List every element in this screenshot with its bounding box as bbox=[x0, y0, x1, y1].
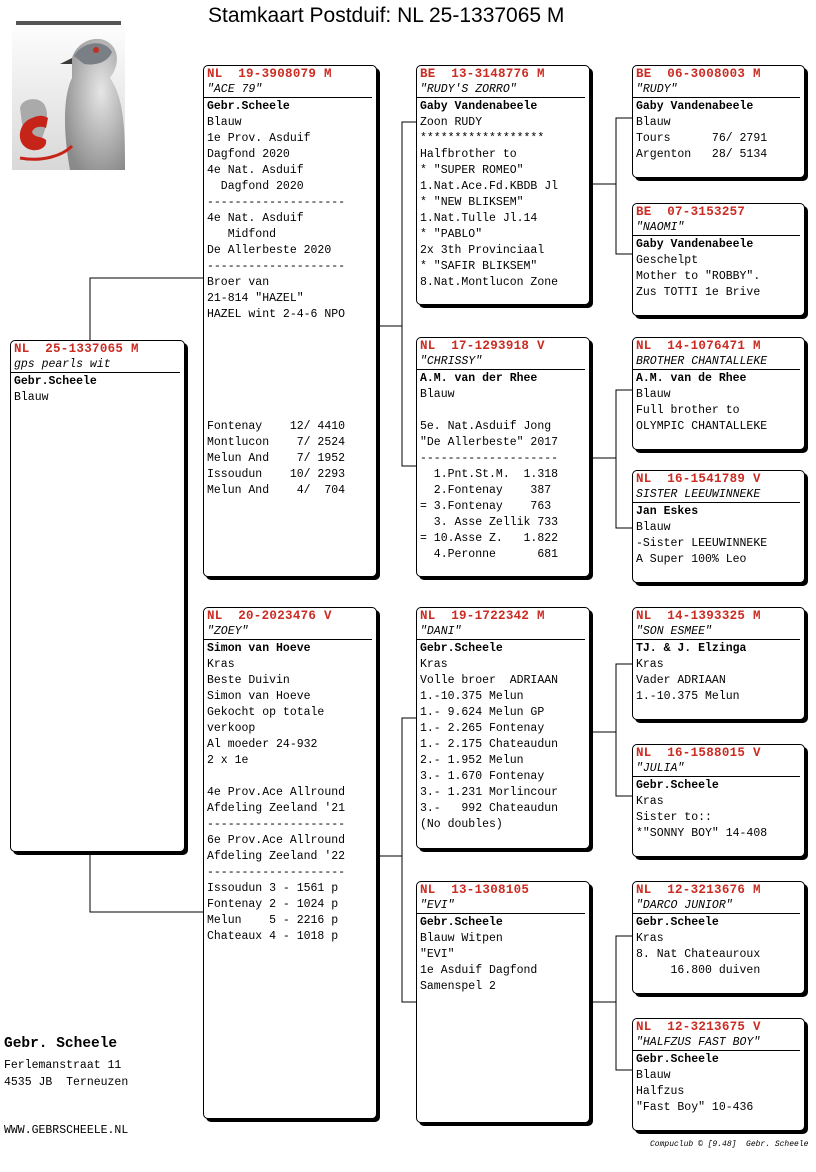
info-line: Blauw bbox=[636, 521, 671, 534]
pigeon-card-fff bbox=[632, 65, 805, 178]
info-line: Zoon RUDY bbox=[420, 116, 483, 129]
info-line: Sister to:: bbox=[636, 811, 712, 824]
pigeon-name: "DANI" bbox=[417, 624, 585, 640]
pigeon-name: "SON ESMEE" bbox=[633, 624, 800, 640]
info-line: De Allerbeste 2020 bbox=[207, 244, 332, 257]
breeder-name: Gebr.Scheele bbox=[636, 1053, 719, 1066]
info-line: Blauw bbox=[14, 391, 49, 404]
info-line: -------------------- bbox=[207, 260, 346, 273]
info-line bbox=[204, 769, 376, 785]
breeder-name: A.M. van der Rhee bbox=[420, 372, 538, 385]
ring-number: NL 14-1393325 M bbox=[636, 609, 761, 623]
info-line bbox=[204, 387, 376, 403]
info-line bbox=[204, 339, 376, 355]
pigeon-card-mmm bbox=[632, 1018, 805, 1131]
breeder-title: Gebr. Scheele bbox=[4, 1036, 118, 1052]
pigeon-name: "RUDY" bbox=[633, 82, 800, 98]
pigeon-name: "HALFZUS FAST BOY" bbox=[633, 1035, 800, 1051]
info-line: Volle broer ADRIAAN bbox=[420, 674, 559, 687]
breeder-name: Jan Eskes bbox=[636, 505, 699, 518]
breeder-name: Simon van Hoeve bbox=[207, 642, 311, 655]
info-line: Melun And 7/ 1952 bbox=[207, 452, 346, 465]
info-line: 8. Nat Chateauroux bbox=[636, 948, 761, 961]
info-line: 8.Nat.Montlucon Zone bbox=[420, 276, 559, 289]
info-line: 3. Asse Zellik 733 bbox=[420, 516, 559, 529]
info-line: 2.- 1.952 Melun bbox=[420, 754, 524, 767]
info-line: Mother to "ROBBY". bbox=[636, 270, 761, 283]
info-line: 1.-10.375 Melun bbox=[636, 690, 740, 703]
info-line: 3.- 1.231 Morlincour bbox=[420, 786, 559, 799]
ring-number: NL 19-1722342 M bbox=[420, 609, 545, 623]
pigeon-card-mfm bbox=[632, 744, 805, 857]
info-line: -Sister LEEUWINNEKE bbox=[636, 537, 768, 550]
info-line: 3.- 1.670 Fontenay bbox=[420, 770, 545, 783]
info-line: 5e. Nat.Asduif Jong bbox=[420, 420, 552, 433]
info-line: Issoudun 10/ 2293 bbox=[207, 468, 346, 481]
info-line: Gekocht op totale bbox=[207, 706, 325, 719]
info-line: Kras bbox=[207, 658, 235, 671]
info-line: 1e Asduif Dagfond bbox=[420, 964, 538, 977]
info-line: "De Allerbeste" 2017 bbox=[420, 436, 559, 449]
info-line: -------------------- bbox=[207, 818, 346, 831]
info-line: 1.Pnt.St.M. 1.318 bbox=[420, 468, 559, 481]
pigeon-card-mm bbox=[416, 881, 590, 1123]
breeder-city: 4535 JB Terneuzen bbox=[4, 1076, 129, 1089]
ring-number: BE 13-3148776 M bbox=[420, 67, 545, 81]
info-line: "EVI" bbox=[420, 948, 455, 961]
breeder-name: Gebr.Scheele bbox=[207, 100, 290, 113]
breeder-name: Gebr.Scheele bbox=[636, 779, 719, 792]
info-line: Beste Duivin bbox=[207, 674, 290, 687]
ring-number: NL 19-3908079 M bbox=[207, 67, 332, 81]
info-line bbox=[204, 403, 376, 419]
info-line bbox=[417, 403, 589, 419]
pigeon-name: SISTER LEEUWINNEKE bbox=[633, 487, 800, 503]
info-line: 2x 3th Provinciaal bbox=[420, 244, 545, 257]
ring-number: NL 13-1308105 bbox=[420, 883, 530, 897]
ring-number: NL 14-1076471 M bbox=[636, 339, 761, 353]
info-line: Halfbrother to bbox=[420, 148, 517, 161]
info-line: ****************** bbox=[420, 132, 545, 145]
breeder-name: Gebr.Scheele bbox=[14, 375, 97, 388]
pigeon-card-ffm bbox=[632, 203, 805, 316]
ring-number: NL 20-2023476 V bbox=[207, 609, 332, 623]
info-line: Afdeling Zeeland '21 bbox=[207, 802, 346, 815]
pigeon-name: "ZOEY" bbox=[204, 624, 372, 640]
info-line: Chateaux 4 - 1018 p bbox=[207, 930, 339, 943]
info-line: 16.800 duiven bbox=[636, 964, 761, 977]
info-line: Argenton 28/ 5134 bbox=[636, 148, 768, 161]
info-line: = 10.Asse Z. 1.822 bbox=[420, 532, 559, 545]
info-line: Melun 5 - 2216 p bbox=[207, 914, 339, 927]
info-line: Geschelpt bbox=[636, 254, 699, 267]
info-line: Simon van Hoeve bbox=[207, 690, 311, 703]
info-line: Blauw bbox=[207, 116, 242, 129]
info-line: verkoop bbox=[207, 722, 256, 735]
info-line: -------------------- bbox=[420, 452, 559, 465]
info-line: 3.- 992 Chateaudun bbox=[420, 802, 559, 815]
ring-number: BE 07-3153257 bbox=[636, 205, 746, 219]
info-line: 2.Fontenay 387 bbox=[420, 484, 552, 497]
info-line: Dagfond 2020 bbox=[207, 180, 304, 193]
info-line: Al moeder 24-932 bbox=[207, 738, 318, 751]
info-line: Issoudun 3 - 1561 p bbox=[207, 882, 339, 895]
pigeon-name: "DARCO JUNIOR" bbox=[633, 898, 800, 914]
info-line: A Super 100% Leo bbox=[636, 553, 747, 566]
info-line: 1.-10.375 Melun bbox=[420, 690, 524, 703]
pigeon-name: "NAOMI" bbox=[633, 220, 800, 236]
info-line: "Fast Boy" 10-436 bbox=[636, 1101, 754, 1114]
info-line bbox=[204, 371, 376, 387]
breeder-name: Gaby Vandenabeele bbox=[636, 100, 754, 113]
info-line: Tours 76/ 2791 bbox=[636, 132, 768, 145]
pigeon-card-fmm bbox=[632, 470, 805, 583]
info-line: Blauw bbox=[636, 388, 671, 401]
breeder-name: Gebr.Scheele bbox=[420, 916, 503, 929]
info-line: 2 x 1e bbox=[207, 754, 249, 767]
info-line: Kras bbox=[636, 932, 664, 945]
info-line: * "NEW BLIKSEM" bbox=[420, 196, 524, 209]
info-line: Vader ADRIAAN bbox=[636, 674, 726, 687]
info-line: 1.- 2.175 Chateaudun bbox=[420, 738, 559, 751]
info-line: (No doubles) bbox=[420, 818, 503, 831]
info-line: *"SONNY BOY" 14-408 bbox=[636, 827, 768, 840]
info-line: 4e Prov.Ace Allround bbox=[207, 786, 346, 799]
pigeon-name: "RUDY'S ZORRO" bbox=[417, 82, 585, 98]
info-line: 4e Nat. Asduif bbox=[207, 212, 304, 225]
info-line: * "PABLO" bbox=[420, 228, 483, 241]
info-line: OLYMPIC CHANTALLEKE bbox=[636, 420, 768, 433]
info-line: Blauw Witpen bbox=[420, 932, 503, 945]
pigeon-name: "JULIA" bbox=[633, 761, 800, 777]
info-line: Kras bbox=[636, 658, 664, 671]
info-line: Zus TOTTI 1e Brive bbox=[636, 286, 761, 299]
breeder-name: A.M. van de Rhee bbox=[636, 372, 747, 385]
pigeon-card-fm bbox=[416, 337, 590, 577]
pigeon-card-mmf bbox=[632, 881, 805, 994]
info-line: Samenspel 2 bbox=[420, 980, 496, 993]
info-line: Blauw bbox=[636, 116, 671, 129]
info-line: 1.- 2.265 Fontenay bbox=[420, 722, 545, 735]
info-line: -------------------- bbox=[207, 196, 346, 209]
pigeon-card-fmf bbox=[632, 337, 805, 450]
pigeon-card-father bbox=[203, 65, 377, 577]
info-line: 1e Prov. Asduif bbox=[207, 132, 311, 145]
info-line: 4e Nat. Asduif bbox=[207, 164, 304, 177]
info-line: * "SAFIR BLIKSEM" bbox=[420, 260, 538, 273]
info-line: Afdeling Zeeland '22 bbox=[207, 850, 346, 863]
page-title: Stamkaart Postduif: NL 25-1337065 M bbox=[208, 4, 565, 27]
info-line: Midfond bbox=[207, 228, 277, 241]
ring-number: NL 12-3213675 V bbox=[636, 1020, 761, 1034]
pigeon-card-mf bbox=[416, 607, 590, 849]
breeder-name: TJ. & J. Elzinga bbox=[636, 642, 747, 655]
breeder-name: Gaby Vandenabeele bbox=[420, 100, 538, 113]
pigeon-name: gps pearls wit bbox=[11, 357, 180, 373]
pigeon-name: "CHRISSY" bbox=[417, 354, 585, 370]
info-line: Kras bbox=[636, 795, 664, 808]
info-line: Blauw bbox=[420, 388, 455, 401]
info-line: Broer van bbox=[207, 276, 270, 289]
info-line: 1.Nat.Ace.Fd.KBDB Jl bbox=[420, 180, 559, 193]
info-line: 4.Peronne 681 bbox=[420, 548, 559, 561]
ring-number: NL 25-1337065 M bbox=[14, 342, 139, 356]
software-credit: Compuclub © [9.48] Gebr. Scheele bbox=[650, 1140, 809, 1149]
ring-number: NL 17-1293918 V bbox=[420, 339, 545, 353]
ring-number: NL 16-1588015 V bbox=[636, 746, 761, 760]
breeder-website: WWW.GEBRSCHEELE.NL bbox=[4, 1124, 129, 1137]
info-line: 6e Prov.Ace Allround bbox=[207, 834, 346, 847]
breeder-name: Gebr.Scheele bbox=[420, 642, 503, 655]
info-line: Blauw bbox=[636, 1069, 671, 1082]
pigeon-card-ff bbox=[416, 65, 590, 305]
pigeon-name: "EVI" bbox=[417, 898, 585, 914]
info-line: Fontenay 12/ 4410 bbox=[207, 420, 346, 433]
ring-number: BE 06-3008003 M bbox=[636, 67, 761, 81]
info-line: Dagfond 2020 bbox=[207, 148, 290, 161]
breeder-name: Gebr.Scheele bbox=[636, 916, 719, 929]
info-line: Melun And 4/ 704 bbox=[207, 484, 346, 497]
info-line: -------------------- bbox=[207, 866, 346, 879]
info-line: 1.Nat.Tulle Jl.14 bbox=[420, 212, 538, 225]
info-line: 1.- 9.624 Melun GP bbox=[420, 706, 545, 719]
breeder-street: Ferlemanstraat 11 bbox=[4, 1059, 122, 1072]
info-line: 21-814 "HAZEL" bbox=[207, 292, 304, 305]
pigeon-card-mother bbox=[203, 607, 377, 1119]
info-line bbox=[204, 355, 376, 371]
info-line: * "SUPER ROMEO" bbox=[420, 164, 524, 177]
ring-number: NL 12-3213676 M bbox=[636, 883, 761, 897]
pigeon-card-mff bbox=[632, 607, 805, 720]
ring-number: NL 16-1541789 V bbox=[636, 472, 761, 486]
pigeon-card-subject bbox=[10, 340, 185, 852]
info-line: = 3.Fontenay 763 bbox=[420, 500, 552, 513]
info-line: HAZEL wint 2-4-6 NPO bbox=[207, 308, 346, 321]
pigeon-name: "ACE 79" bbox=[204, 82, 372, 98]
info-line: Montlucon 7/ 2524 bbox=[207, 436, 346, 449]
info-line: Full brother to bbox=[636, 404, 740, 417]
info-line bbox=[204, 323, 376, 339]
breeder-name: Gaby Vandenabeele bbox=[636, 238, 754, 251]
pigeon-name: BROTHER CHANTALLEKE bbox=[633, 354, 800, 370]
info-line: Fontenay 2 - 1024 p bbox=[207, 898, 339, 911]
info-line: Kras bbox=[420, 658, 448, 671]
info-line: Halfzus bbox=[636, 1085, 685, 1098]
